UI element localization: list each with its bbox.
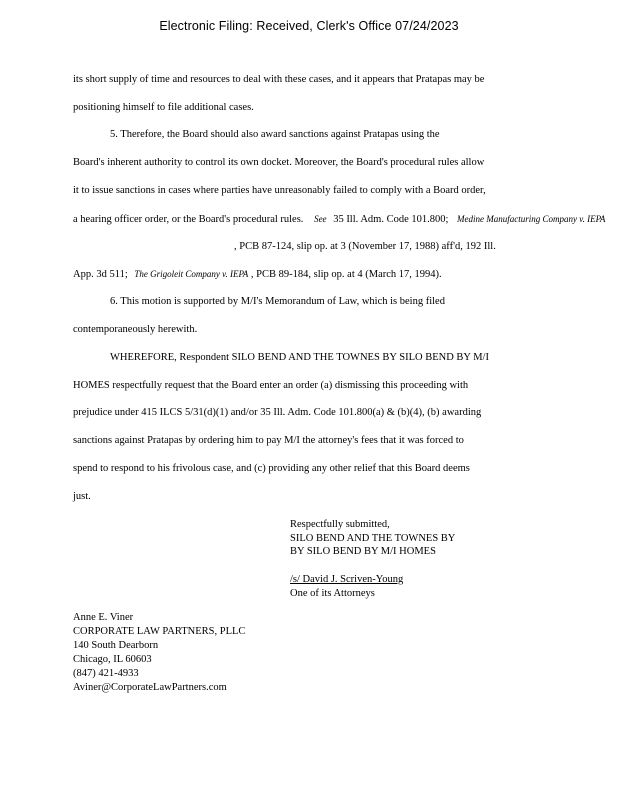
body-line: contemporaneously herewith. — [73, 324, 198, 335]
citation-text: 35 Ill. Adm. Code 101.800; — [333, 214, 449, 225]
signature-role: One of its Attorneys — [290, 588, 375, 599]
body-line: , PCB 87-124, slip op. at 3 (November 17, 1988) aff'd, 192 Ill. — [234, 241, 496, 252]
signature-closing: Respectfully submitted, — [290, 519, 390, 530]
signature-party-line: BY SILO BEND BY M/I HOMES — [290, 546, 436, 557]
paragraph-5-start: 5. Therefore, the Board should also award sanctions against Pratapas using the — [110, 129, 440, 140]
firm-name: CORPORATE LAW PARTNERS, PLLC — [73, 626, 246, 637]
body-line: positioning himself to file additional cases. — [73, 102, 254, 113]
signature-party-line: SILO BEND AND THE TOWNES BY — [290, 533, 456, 544]
paragraph-6-start: 6. This motion is supported by M/I's Memorandum of Law, which is being filed — [110, 296, 445, 307]
filing-stamp-header: Electronic Filing: Received, Clerk's Office 07/24/2023 — [159, 19, 459, 33]
see-signal: See — [314, 214, 327, 224]
address-line: 140 South Dearborn — [73, 640, 159, 651]
body-line: HOMES respectfully request that the Board enter an order (a) dismissing this proceeding with — [73, 380, 469, 391]
body-line: sanctions against Pratapas by ordering him to pay M/I the attorney's fees that it was forced to — [73, 435, 464, 446]
body-line — [73, 267, 442, 282]
citation-text: , PCB 89-184, slip op. at 4 (March 17, 1994). — [250, 269, 442, 280]
text-segment: a hearing officer order, or the Board's procedural rules. — [73, 214, 304, 225]
body-line: Board's inherent authority to control its own docket. Moreover, the Board's procedural rules allow — [73, 157, 485, 168]
body-line: it to issue sanctions in cases where parties have unreasonably failed to comply with a Board order, — [73, 185, 486, 196]
phone-number: (847) 421-4933 — [73, 668, 139, 679]
body-line: its short supply of time and resources to deal with these cases, and it appears that Pratapas may be — [73, 74, 485, 85]
body-line — [73, 212, 605, 227]
case-name-grigoleit: The Grigoleit Company v. IEPA — [134, 269, 249, 279]
body-line: prejudice under 415 ILCS 5/31(d)(1) and/or 35 Ill. Adm. Code 101.800(a) & (b)(4), (b) awarding — [73, 407, 482, 418]
electronic-signature: /s/ David J. Scriven-Young — [290, 574, 404, 585]
citation-text: App. 3d 511; — [73, 269, 128, 280]
email-address: Aviner@CorporateLawPartners.com — [73, 682, 227, 693]
case-name-medine: Medine Manufacturing Company v. IEPA — [457, 214, 606, 224]
attorney-name: Anne E. Viner — [73, 612, 134, 623]
address-line: Chicago, IL 60603 — [73, 654, 152, 665]
body-line: spend to respond to his frivolous case, and (c) providing any other relief that this Board deems — [73, 463, 470, 474]
body-line: just. — [73, 491, 91, 502]
wherefore-start: WHEREFORE, Respondent SILO BEND AND THE TOWNES BY SILO BEND BY M/I — [110, 352, 489, 363]
